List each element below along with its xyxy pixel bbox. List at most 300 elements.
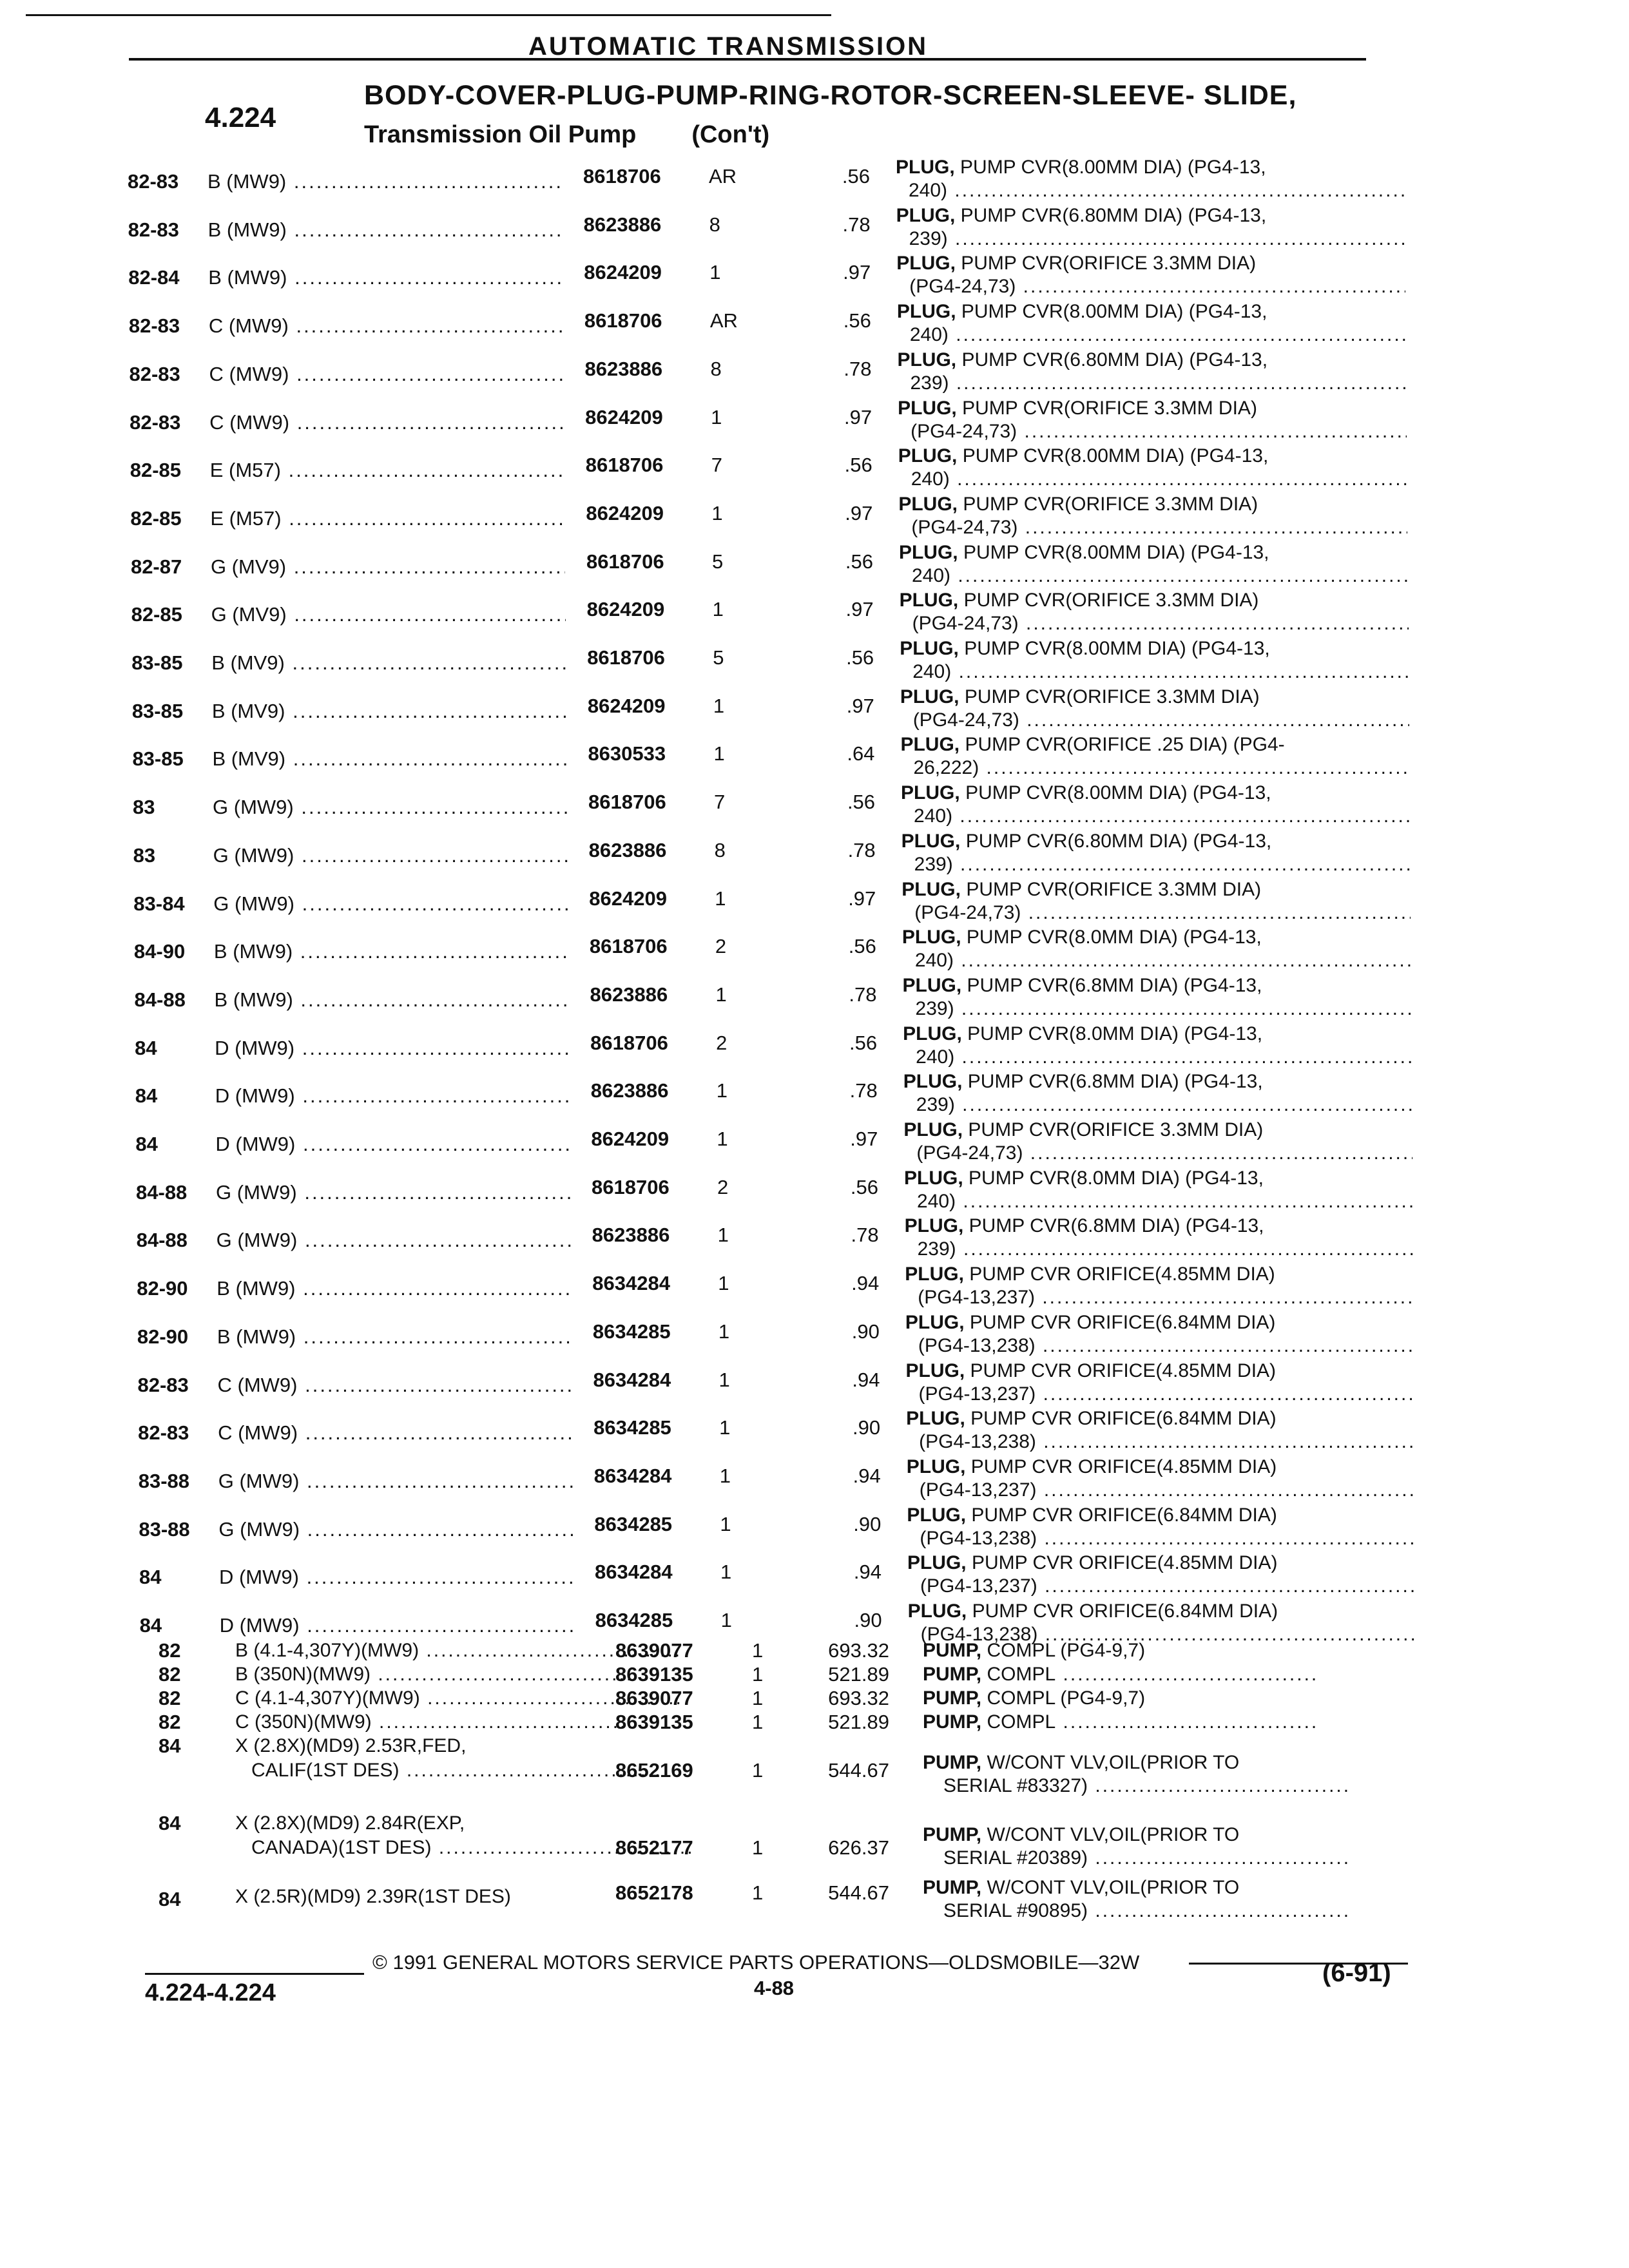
row-model: B (MW9) .....	[208, 266, 563, 289]
row-part-name: PLUG,	[896, 253, 956, 274]
row-year: 82	[159, 1639, 181, 1662]
row-year: 82-83	[128, 170, 179, 193]
row-model-line2: CANADA)(1ST DES) .....	[251, 1836, 695, 1860]
row-part-number: 8624209	[585, 405, 663, 428]
row-desc-line1: COMPL (PG4-9,7)	[987, 1687, 1146, 1709]
row-description	[923, 1663, 1318, 1686]
row-part-name: PLUG,	[905, 1264, 964, 1285]
row-part-number: 8618706	[585, 454, 664, 477]
row-price: 626.37	[828, 1836, 889, 1859]
row-model-line1: X (2.5R)(MD9) 2.39R(1ST DES)	[235, 1886, 511, 1907]
row-part-number: 8630533	[588, 742, 666, 765]
row-year: 82	[159, 1711, 181, 1733]
row-part-number: 8634284	[593, 1464, 672, 1487]
row-desc-first-line	[898, 445, 1407, 468]
row-year: 82	[159, 1663, 181, 1686]
revision-date: (6-91)	[1322, 1959, 1391, 1987]
row-desc-line2: (PG4-13,238) .....	[906, 1430, 1415, 1454]
row-desc-first-line	[903, 1023, 1412, 1046]
row-desc-first-line	[908, 1600, 1417, 1623]
row-model: C (4.1-4,307Y)(MW9) .....	[235, 1687, 683, 1710]
row-qty: 1	[713, 742, 725, 765]
row-price: .56	[850, 1175, 879, 1198]
row-qty: 1	[715, 887, 726, 910]
row-qty: 1	[752, 1639, 764, 1662]
row-desc-line2: (PG4-13,237) .....	[907, 1479, 1416, 1502]
row-description	[904, 1167, 1413, 1213]
row-desc-line2: (PG4-24,73) .....	[900, 709, 1409, 732]
row-desc-line1: PUMP CVR(8.00MM DIA) (PG4-13,	[964, 638, 1270, 659]
row-model: B (MW9) .....	[217, 1277, 571, 1300]
row-price: .97	[848, 887, 876, 910]
row-price: .97	[850, 1128, 878, 1150]
row-price: 544.67	[828, 1881, 889, 1904]
row-year: 83	[133, 796, 155, 819]
row-desc-line2: 240) .....	[904, 1190, 1413, 1213]
row-desc-line1: PUMP CVR(ORIFICE .25 DIA) (PG4-	[965, 734, 1285, 756]
row-part-name: PUMP,	[923, 1640, 982, 1661]
row-model: E (M57) .....	[210, 507, 564, 530]
row-desc-first-line	[901, 782, 1410, 805]
row-part-name: PLUG,	[907, 1504, 967, 1526]
row-part-name: PLUG,	[904, 1215, 964, 1237]
row-desc-first-line	[901, 830, 1411, 853]
row-desc-line2: 239) .....	[903, 997, 1412, 1021]
row-desc-line1: PUMP CVR(ORIFICE 3.3MM DIA)	[963, 590, 1259, 611]
row-part-number: 8623886	[584, 357, 663, 380]
row-desc-line1: W/CONT VLV,OIL(PRIOR TO	[987, 1752, 1240, 1773]
row-model: B (MW9) .....	[208, 218, 563, 242]
row-description	[907, 1504, 1416, 1550]
row-part-name: PLUG,	[901, 830, 961, 852]
row-description	[902, 926, 1411, 972]
table-row	[4, 638, 1629, 689]
row-desc-line1: PUMP CVR(8.00MM DIA) (PG4-13,	[961, 301, 1268, 323]
row-qty: 1	[719, 1464, 731, 1487]
row-price: .90	[853, 1512, 882, 1535]
row-part-number: 8624209	[584, 261, 662, 284]
row-part-name: PLUG,	[900, 638, 959, 659]
row-desc-line2: SERIAL #83327) .....	[923, 1775, 1351, 1796]
row-part-name: PLUG,	[898, 541, 958, 563]
row-part-number: 8624209	[586, 598, 665, 621]
row-model: G (MV9) .....	[211, 603, 566, 626]
row-desc-first-line	[896, 204, 1405, 227]
row-price: .94	[851, 1272, 880, 1295]
row-qty: 8	[714, 838, 726, 861]
row-price: .78	[842, 213, 871, 236]
row-qty: AR	[709, 309, 738, 332]
row-description	[923, 1823, 1351, 1870]
row-part-name: PLUG,	[903, 1119, 963, 1140]
row-description	[906, 1407, 1415, 1454]
row-qty: AR	[709, 165, 737, 187]
row-year: 84	[135, 1084, 158, 1108]
row-desc-line1: PUMP CVR ORIFICE(6.84MM DIA)	[970, 1408, 1277, 1430]
row-price: .97	[845, 501, 873, 524]
row-desc-line2: (PG4-24,73) .....	[900, 612, 1409, 635]
row-desc-line1: W/CONT VLV,OIL(PRIOR TO	[987, 1824, 1240, 1845]
row-year: 84	[159, 1888, 181, 1910]
row-qty: 1	[718, 1320, 730, 1343]
row-desc-first-line	[905, 1263, 1414, 1286]
row-desc-line2: 240) .....	[897, 323, 1406, 347]
row-year: 84	[135, 1133, 158, 1155]
row-desc-first-line	[905, 1215, 1414, 1238]
row-part-name: PLUG,	[906, 1456, 966, 1477]
row-year: 82-83	[137, 1373, 189, 1396]
row-desc-first-line	[898, 397, 1407, 420]
row-model: B (350N)(MW9) .....	[235, 1663, 633, 1686]
row-price: .56	[845, 550, 873, 573]
row-model: C (MW9) .....	[209, 363, 563, 386]
row-part-name: PLUG,	[903, 1023, 962, 1044]
row-description	[923, 1711, 1318, 1734]
row-price: .56	[849, 1031, 878, 1054]
row-year: 82-85	[130, 506, 182, 530]
row-description	[906, 1360, 1415, 1406]
row-desc-line1: PUMP CVR(8.0MM DIA) (PG4-13,	[967, 1023, 1263, 1044]
row-year: 82-83	[130, 410, 181, 434]
row-price: .56	[848, 935, 876, 958]
table-row	[11, 1456, 1629, 1507]
row-qty: 1	[718, 1368, 730, 1391]
row-part-number: 8623886	[588, 838, 667, 861]
row-part-name: PLUG,	[901, 782, 960, 804]
row-model-line2: CALIF(1ST DES) .....	[251, 1759, 662, 1782]
row-desc-first-line	[900, 589, 1409, 612]
row-year: 82	[159, 1687, 181, 1709]
row-model: E (M57) .....	[210, 459, 564, 482]
table-row	[12, 1552, 1629, 1603]
row-desc-first-line	[904, 1167, 1413, 1190]
row-desc-line2: 240) .....	[901, 805, 1410, 828]
row-description	[903, 1119, 1412, 1165]
row-year: 83-85	[131, 699, 184, 722]
row-desc-first-line	[897, 300, 1406, 323]
row-qty: 2	[715, 935, 727, 958]
table-row	[9, 1215, 1629, 1266]
row-model: G (MW9) .....	[213, 892, 568, 916]
row-description	[896, 252, 1405, 298]
row-part-name: PLUG,	[900, 734, 960, 756]
row-model-line1: X (2.8X)(MD9) 2.84R(EXP,	[235, 1812, 465, 1834]
row-qty: 2	[717, 1175, 729, 1198]
row-model: D (MW9) .....	[215, 1084, 570, 1108]
row-description	[900, 733, 1409, 780]
table-row	[8, 1167, 1629, 1218]
row-qty: 1	[752, 1836, 764, 1859]
row-price: .90	[853, 1416, 881, 1439]
row-model: C (MW9) .....	[209, 411, 564, 434]
row-desc-first-line	[902, 926, 1411, 949]
row-desc-line1: PUMP CVR ORIFICE(4.85MM DIA)	[969, 1264, 1275, 1285]
row-price: .94	[852, 1368, 880, 1391]
row-qty: 1	[752, 1663, 764, 1686]
row-year: 84-88	[136, 1229, 188, 1252]
row-description	[923, 1751, 1351, 1798]
row-price: .78	[849, 983, 877, 1006]
row-qty: 1	[720, 1512, 731, 1535]
row-description	[900, 686, 1409, 732]
row-qty: 1	[709, 261, 721, 284]
footer-rule-left	[145, 1973, 364, 1975]
row-desc-line1: PUMP CVR ORIFICE(4.85MM DIA)	[970, 1456, 1277, 1477]
row-qty: 8	[709, 213, 720, 236]
row-model: G (MW9) .....	[216, 1181, 570, 1204]
row-desc-line2: 239) .....	[896, 227, 1405, 251]
row-year: 82-83	[129, 362, 180, 385]
row-model: B (MV9) .....	[212, 747, 566, 771]
row-desc-line1: PUMP CVR(6.8MM DIA) (PG4-13,	[967, 1071, 1263, 1093]
table-row	[3, 493, 1629, 544]
row-desc-line1: PUMP CVR(8.0MM DIA) (PG4-13,	[969, 1167, 1264, 1189]
row-model: C (MW9) .....	[218, 1374, 572, 1397]
row-part-name: PUMP,	[923, 1752, 982, 1773]
row-qty: 7	[711, 454, 722, 477]
row-price: .78	[847, 838, 876, 861]
row-desc-line1: COMPL (PG4-9,7)	[987, 1640, 1146, 1661]
row-desc-first-line	[903, 1119, 1412, 1142]
row-price: .94	[853, 1464, 881, 1487]
row-desc-line2: 240) .....	[898, 468, 1407, 491]
row-year: 83	[133, 843, 156, 867]
row-part-name: PLUG,	[902, 974, 962, 996]
row-part-number: 8639077	[615, 1687, 693, 1709]
row-year: 82-90	[137, 1325, 189, 1348]
row-part-number: 8618706	[589, 935, 668, 958]
row-price: .78	[851, 1224, 879, 1247]
row-desc-first-line	[906, 1407, 1415, 1430]
row-qty: 1	[720, 1609, 732, 1631]
row-desc-first-line	[903, 1070, 1412, 1093]
copyright-line: © 1991 GENERAL MOTORS SERVICE PARTS OPERATIONS—OLDSMOBILE—32W	[372, 1951, 1140, 1974]
table-row	[6, 878, 1629, 930]
row-year: 84	[159, 1735, 181, 1757]
row-description	[900, 589, 1409, 635]
row-part-number: 8639135	[615, 1663, 693, 1686]
row-desc-line1: PUMP CVR ORIFICE(6.84MM DIA)	[972, 1600, 1278, 1622]
row-description	[898, 445, 1407, 491]
row-desc-line2: (PG4-24,73) .....	[898, 420, 1407, 443]
table-row	[5, 782, 1629, 833]
table-row	[3, 541, 1629, 593]
row-desc-line2: (PG4-13,237) .....	[905, 1286, 1414, 1309]
row-part-number: 8624209	[586, 501, 664, 524]
row-year: 83-85	[132, 747, 184, 771]
table-row	[2, 397, 1629, 448]
row-desc-line2: 240) .....	[896, 179, 1405, 202]
row-description	[903, 1070, 1412, 1117]
row-model: D (MW9) .....	[220, 1614, 574, 1637]
row-model: B (MV9) .....	[211, 651, 566, 675]
row-qty: 1	[752, 1881, 764, 1904]
row-description	[923, 1687, 1145, 1710]
row-qty: 1	[752, 1711, 764, 1733]
row-model: G (MW9) .....	[218, 1470, 573, 1493]
group-subtitle	[364, 121, 769, 149]
row-description	[898, 397, 1407, 443]
row-desc-line1: PUMP CVR(6.80MM DIA) (PG4-13,	[961, 349, 1268, 370]
row-price: .90	[854, 1609, 882, 1631]
table-row	[8, 1071, 1629, 1122]
row-desc-line1: PUMP CVR(6.80MM DIA) (PG4-13,	[965, 830, 1272, 852]
table-row	[6, 927, 1629, 977]
row-description	[905, 1215, 1414, 1261]
row-model: C (MW9) .....	[218, 1421, 572, 1445]
row-desc-first-line	[903, 974, 1412, 997]
row-qty: 5	[713, 646, 724, 669]
row-price: 693.32	[828, 1639, 889, 1662]
row-part-name: PLUG,	[896, 301, 956, 323]
row-price: .64	[847, 742, 875, 765]
row-desc-line2: 240) .....	[902, 949, 1411, 972]
row-desc-line1: PUMP CVR(6.80MM DIA) (PG4-13,	[960, 204, 1267, 226]
row-desc-first-line	[907, 1504, 1416, 1527]
row-desc-first-line	[900, 686, 1409, 709]
row-part-name: PLUG,	[900, 686, 959, 707]
row-year: 82-83	[128, 314, 180, 338]
table-row	[4, 590, 1629, 640]
row-desc-line2: (PG4-13,238) .....	[905, 1334, 1414, 1358]
table-row	[3, 445, 1629, 496]
row-desc-line2: 239) .....	[903, 1093, 1412, 1117]
section-title: AUTOMATIC TRANSMISSION	[528, 32, 929, 61]
row-model-line1: X (2.8X)(MD9) 2.53R,FED,	[235, 1735, 467, 1756]
row-part-number: 8618706	[588, 791, 666, 814]
row-desc-first-line	[901, 878, 1411, 901]
row-part-number: 8618706	[592, 1175, 670, 1198]
row-qty: 7	[714, 791, 726, 814]
row-qty: 1	[715, 983, 727, 1006]
row-description	[903, 1023, 1412, 1069]
row-year: 82-84	[128, 266, 180, 289]
row-desc-line2: 26,222) .....	[900, 756, 1409, 780]
row-model: B (MW9) .....	[207, 170, 562, 193]
row-desc-line1: PUMP CVR(8.00MM DIA) (PG4-13,	[962, 445, 1269, 467]
row-price: .56	[843, 309, 871, 332]
row-year: 82-85	[130, 459, 182, 482]
row-qty: 1	[719, 1416, 731, 1439]
row-year: 84	[135, 1036, 157, 1059]
row-part-number: 8623886	[590, 983, 668, 1006]
table-row	[0, 157, 1629, 207]
row-desc-line1: PUMP CVR ORIFICE(4.85MM DIA)	[970, 1360, 1277, 1381]
table-row	[10, 1311, 1629, 1363]
row-part-number: 8634284	[594, 1561, 673, 1584]
row-part-number: 8623886	[590, 1079, 669, 1102]
row-part-number: 8634285	[592, 1320, 671, 1343]
row-part-number: 8618706	[586, 550, 664, 573]
row-description	[905, 1311, 1414, 1358]
table-row	[6, 830, 1629, 881]
row-part-number: 8634284	[593, 1368, 671, 1391]
row-part-name: PLUG,	[896, 204, 956, 226]
row-part-number: 8639135	[615, 1711, 693, 1733]
row-part-number: 8624209	[589, 887, 667, 910]
row-year: 84-88	[134, 988, 186, 1011]
row-part-name: PLUG,	[898, 445, 958, 467]
row-year: 84	[159, 1812, 181, 1834]
table-row	[8, 1119, 1629, 1170]
row-part-name: PLUG,	[898, 397, 957, 419]
row-part-name: PLUG,	[896, 157, 955, 178]
row-desc-line1: COMPL	[987, 1664, 1056, 1685]
row-desc-line1: PUMP CVR(6.8MM DIA) (PG4-13,	[969, 1215, 1264, 1237]
row-desc-line2: (PG4-13,238) .....	[908, 1623, 1417, 1646]
row-price: .97	[846, 694, 874, 717]
row-qty: 8	[710, 357, 722, 380]
row-price: 521.89	[828, 1711, 889, 1733]
row-part-number: 8634285	[593, 1416, 671, 1439]
row-desc-first-line	[896, 156, 1405, 179]
page-number: 4-88	[754, 1977, 795, 1999]
row-price: .56	[844, 454, 872, 477]
row-description	[901, 830, 1411, 876]
row-desc-line2: (PG4-24,73) .....	[901, 901, 1411, 925]
row-model: G (MW9) .....	[217, 1229, 571, 1252]
row-part-name: PLUG,	[899, 590, 959, 611]
row-description	[907, 1552, 1416, 1598]
row-part-number: 8652177	[615, 1836, 693, 1859]
row-desc-line2: (PG4-24,73) .....	[896, 275, 1405, 298]
row-qty: 1	[752, 1687, 764, 1709]
row-model: B (MW9) .....	[214, 940, 568, 963]
row-desc-line1: PUMP CVR ORIFICE(6.84MM DIA)	[971, 1504, 1277, 1526]
row-part-name: PLUG,	[906, 1408, 965, 1430]
row-model: B (4.1-4,307Y)(MW9) .....	[235, 1639, 682, 1662]
row-model: G (MW9) .....	[218, 1518, 573, 1541]
row-part-name: PLUG,	[905, 1360, 965, 1381]
row-qty: 2	[716, 1031, 728, 1054]
row-description	[897, 349, 1406, 395]
row-model: G (MV9) .....	[211, 555, 565, 579]
row-model: B (MV9) .....	[212, 700, 566, 723]
row-desc-line1: PUMP CVR(ORIFICE 3.3MM DIA)	[963, 493, 1258, 515]
row-desc-line2: 240) .....	[900, 660, 1409, 684]
table-row	[5, 686, 1629, 737]
row-part-name: PUMP,	[923, 1687, 982, 1709]
row-year: 83-84	[133, 892, 185, 915]
row-desc-line1: PUMP CVR(ORIFICE 3.3MM DIA)	[964, 686, 1260, 707]
row-description	[901, 878, 1411, 925]
row-qty: 1	[713, 694, 725, 717]
row-qty: 1	[717, 1128, 728, 1150]
row-price: .94	[853, 1561, 882, 1584]
row-desc-line1: PUMP CVR(6.8MM DIA) (PG4-13,	[967, 974, 1262, 996]
row-price: .97	[845, 598, 874, 621]
row-description	[923, 1639, 1145, 1662]
row-desc-line1: W/CONT VLV,OIL(PRIOR TO	[987, 1877, 1240, 1898]
row-price: .97	[843, 261, 871, 284]
row-model: C (350N)(MW9) .....	[235, 1711, 635, 1734]
row-desc-line2: (PG4-24,73) .....	[898, 516, 1407, 539]
row-desc-line1: PUMP CVR ORIFICE(4.85MM DIA)	[971, 1552, 1278, 1574]
row-qty: 5	[711, 550, 724, 573]
top-rule	[26, 14, 831, 16]
row-desc-first-line	[897, 349, 1406, 372]
row-part-number: 8652178	[615, 1881, 693, 1904]
table-row	[1, 301, 1629, 352]
row-desc-first-line	[899, 541, 1408, 564]
row-part-number: 8618706	[587, 646, 665, 669]
row-year: 84	[139, 1614, 162, 1637]
row-description	[901, 782, 1410, 828]
row-model: G (MW9) .....	[213, 796, 567, 819]
row-part-number: 8624209	[591, 1128, 670, 1150]
row-desc-line2: (PG4-13,237) .....	[906, 1383, 1415, 1406]
row-part-name: PLUG,	[901, 878, 961, 900]
